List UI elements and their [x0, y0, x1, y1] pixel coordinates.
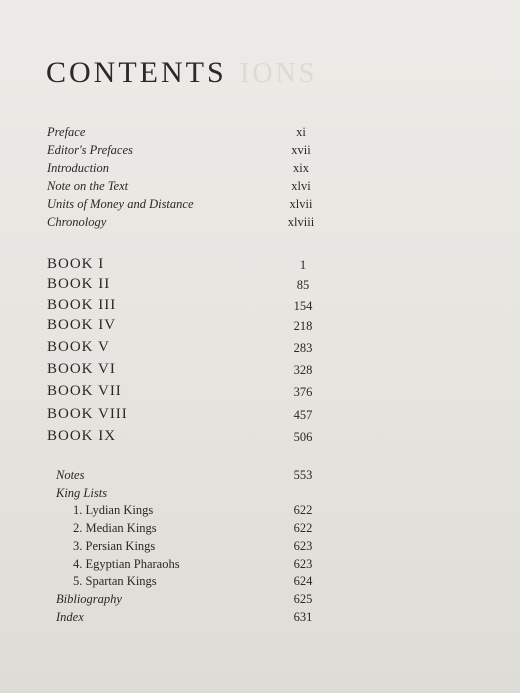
toc-entry-page: xvii [291, 143, 311, 157]
bleed-through-text: IONS [240, 58, 318, 89]
toc-entry-label: King Lists [56, 486, 108, 500]
toc-entry-label: BOOK VIII [47, 406, 128, 422]
toc-entry-page: 376 [293, 385, 313, 399]
toc-entry-page: 622 [293, 521, 313, 535]
toc-entry-page: xlviii [287, 215, 315, 229]
toc-entry-label: 1. Lydian Kings [73, 503, 154, 517]
toc-entry-page: xlvii [289, 197, 313, 211]
page-title: CONTENTS [46, 56, 227, 89]
toc-entry-label: BOOK II [47, 276, 111, 292]
toc-entry-label: 4. Egyptian Pharaohs [73, 557, 180, 571]
toc-entry-label: BOOK V [47, 339, 110, 355]
toc-entry-page: 154 [293, 299, 313, 313]
toc-entry-page: 625 [293, 592, 313, 606]
toc-entry-page: 623 [293, 557, 313, 571]
toc-entry-page: 328 [293, 363, 313, 377]
toc-entry-label: Editor's Prefaces [47, 143, 133, 157]
toc-entry-label: Note on the Text [47, 179, 129, 193]
toc-entry-page: xlvi [291, 179, 311, 193]
toc-entry-label: Bibliography [56, 592, 122, 606]
toc-entry-label: Units of Money and Distance [47, 197, 194, 211]
toc-entry-page: 218 [293, 319, 313, 333]
toc-entry-page: 622 [293, 503, 313, 517]
toc-entry-page: 553 [293, 468, 313, 482]
toc-entry-page: 623 [293, 539, 313, 553]
toc-entry-page: 1 [299, 258, 307, 272]
toc-entry-label: BOOK IV [47, 317, 117, 333]
toc-entry-page: 624 [293, 574, 313, 588]
toc-entry-label: Chronology [47, 215, 107, 229]
toc-entry-page: xi [296, 125, 306, 139]
toc-entry-label: BOOK VI [47, 361, 116, 377]
toc-entry-label: Introduction [47, 161, 110, 175]
toc-entry-page: 283 [293, 341, 313, 355]
toc-entry-label: BOOK III [47, 297, 117, 313]
toc-entry-label: Index [56, 610, 84, 624]
toc-entry-label: BOOK VII [47, 383, 122, 399]
toc-entry-page: 631 [293, 610, 313, 624]
toc-entry-page: 85 [296, 278, 310, 292]
toc-entry-label: BOOK I [47, 256, 105, 272]
toc-entry-page: 457 [293, 408, 313, 422]
toc-entry-label: Preface [47, 125, 86, 139]
toc-entry-label: Notes [56, 468, 85, 482]
toc-entry-label: BOOK IX [47, 428, 117, 444]
toc-entry-label: 3. Persian Kings [73, 539, 156, 553]
toc-entry-page: 506 [293, 430, 313, 444]
toc-entry-page: xix [293, 161, 309, 175]
toc-entry-label: 5. Spartan Kings [73, 574, 157, 588]
toc-entry-label: 2. Median Kings [73, 521, 157, 535]
